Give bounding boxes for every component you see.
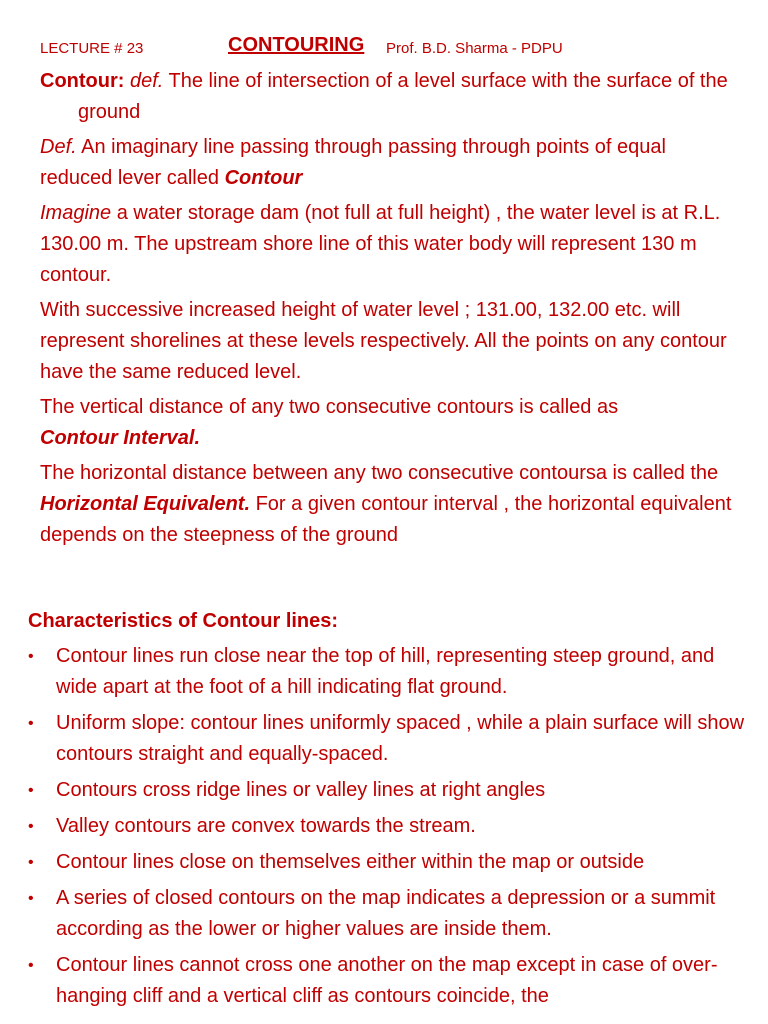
definition-text: An imaginary line passing through passing through points of equal reduced lever called	[40, 136, 666, 189]
list-item-text: Valley contours are convex towards the stream.	[56, 815, 476, 837]
characteristics-heading: Characteristics of Contour lines:	[28, 610, 339, 632]
page-title: CONTOURING	[228, 34, 365, 56]
contour-definition	[40, 66, 740, 128]
definition-text: The line of intersection of a level surface with the surface of the ground	[78, 70, 728, 123]
characteristics-section	[28, 606, 758, 1017]
contour-term-emphasis: Contour	[224, 167, 303, 189]
list-item	[28, 641, 758, 703]
successive-levels-paragraph	[40, 295, 740, 388]
contour-term: Contour:	[40, 70, 125, 92]
list-item	[28, 811, 758, 842]
intro-definitions	[40, 66, 740, 555]
contour-interval-paragraph	[40, 392, 740, 454]
list-item-text: Contour lines run close near the top of hill, representing steep ground, and wide apart at the foot of a hill indicating flat ground.	[56, 645, 715, 698]
bullet-icon: •	[28, 648, 34, 665]
bullet-icon: •	[28, 715, 34, 732]
horizontal-equivalent-term: Horizontal Equivalent.	[40, 493, 251, 515]
successive-levels-text: With successive increased height of water level ; 131.00, 132.00 etc. will represent shorelines at these levels respectively. All the points on any contour have the same reduced level.	[40, 299, 727, 383]
list-item-text: Contour lines cannot cross one another on the map except in case of over-hanging cliff and a vertical cliff as contours coincide, the	[56, 954, 718, 1007]
list-item	[28, 708, 758, 770]
horizontal-equivalent-text-before: The horizontal distance between any two consecutive contoursa is called the	[40, 462, 719, 484]
characteristics-list	[28, 641, 758, 1012]
lecture-number: LECTURE # 23	[40, 40, 144, 57]
bullet-icon: •	[28, 818, 34, 835]
list-item	[28, 775, 758, 806]
dam-example-paragraph	[40, 198, 740, 291]
contour-interval-text: The vertical distance of any two consecutive contours is called as	[40, 396, 619, 418]
list-item-text: Contour lines close on themselves either within the map or outside	[56, 851, 645, 873]
list-item	[28, 847, 758, 878]
list-item-text: Uniform slope: contour lines uniformly spaced , while a plain surface will show contours straight and equally-spaced.	[56, 712, 745, 765]
bullet-icon: •	[28, 890, 34, 907]
dam-example-text: a water storage dam (not full at full height) , the water level is at R.L. 130.00 m. The upstream shore line of this water body will represent 130 m contour.	[40, 202, 721, 286]
list-item-text: Contours cross ridge lines or valley lines at right angles	[56, 779, 546, 801]
list-item	[28, 883, 758, 945]
author-credit: Prof. B.D. Sharma - PDPU	[386, 40, 563, 57]
imagine-label: Imagine	[40, 202, 112, 224]
list-item-text: A series of closed contours on the map indicates a depression or a summit according as the lower or higher values are inside them.	[56, 887, 716, 940]
def-label: Def.	[40, 136, 77, 158]
page-header	[40, 34, 760, 64]
list-item	[28, 950, 758, 1012]
horizontal-equivalent-paragraph	[40, 458, 740, 551]
bullet-icon: •	[28, 854, 34, 871]
def-label: def.	[129, 70, 164, 92]
imaginary-line-definition	[40, 132, 740, 194]
bullet-icon: •	[28, 957, 34, 974]
bullet-icon: •	[28, 782, 34, 799]
contour-interval-term: Contour Interval.	[40, 427, 201, 449]
horizontal-equivalent-text-after: For a given contour interval , the horizontal equivalent depends on the steepness of the ground	[40, 493, 732, 546]
